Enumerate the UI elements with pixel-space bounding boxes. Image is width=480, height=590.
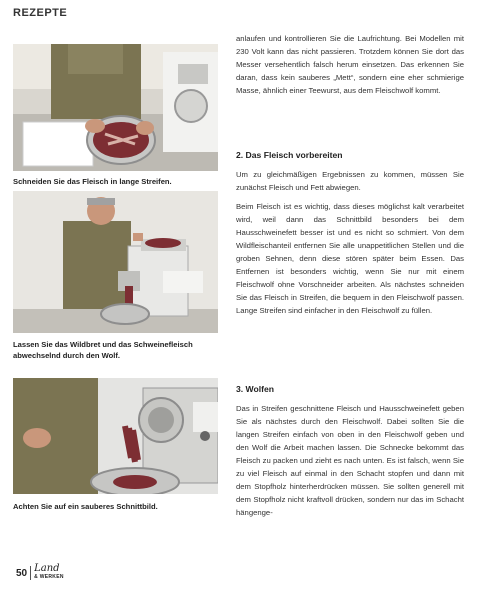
- logo-text-top: Land: [34, 563, 60, 574]
- photo-cutting-meat: [13, 44, 218, 171]
- body-section-3: [236, 402, 464, 519]
- body-section-2: [236, 168, 464, 317]
- photo-grinder-outlet: [13, 378, 218, 494]
- paragraph-section2-1: Um zu gleichmäßigen Ergebnissen zu kommen, müssen Sie zunächst Fleisch und Fett abwiegen.: [236, 170, 464, 192]
- paragraph-section2-2: Beim Fleisch ist es wichtig, dass dieses möglichst kalt verarbeitet wird, weil dann das Schnittbild besonders bei dem Hausschweinefett besser ist und es nicht so schmiert. Von dem Wildfleischanteil entfernen Sie alle unappetitlichen Stellen und die groben Sehnen, denn diese stören später beim Essen. Das Entfernen ist besonders wichtig, wenn Sie nur mit einem Fleischwolf ohne Vorschneider arbeiten. Als nächstes schneiden Sie das Fleisch in Streifen, die bequem in den Fleischwolf passen. Lange Streifen sind einfacher in den Fleischwolf zu füllen.: [236, 202, 464, 315]
- section-label: REZEPTE: [13, 7, 68, 19]
- logo-text-bottom: & WERKEN: [34, 574, 64, 580]
- page-footer: [16, 563, 64, 583]
- footer-divider: [30, 566, 31, 580]
- paragraph-section3-1: Das in Streifen geschnittene Fleisch und Hausschweinefett geben Sie als nächstes durch den Fleischwolf. Dabei sollten Sie die langen Streifen einfach von oben in den Fleischwolf geben und den Wolf die Arbeit machen lassen. Die Schnecke bekommt das Fleisch zu packen und zieht es nach unten. Es ist falsch, wenn Sie zu viel Fleisch auf einmal in den Schacht stopfen und dann mit dem Stopfholz hinterherdrücken müssen. Sie sollten generell mit dem Stopfholz nicht kraftvoll drücken, sondern nur das im Schacht hängenge-: [236, 404, 464, 517]
- caption-1: Schneiden Sie das Fleisch in lange Streifen.: [13, 177, 172, 186]
- page-number: 50: [16, 567, 28, 579]
- heading-section-3: 3. Wolfen: [236, 384, 275, 394]
- caption-2: Lassen Sie das Wildbret und das Schweinefleisch abwechselnd durch den Wolf.: [13, 340, 193, 360]
- photo-grinding-meat: [13, 191, 218, 333]
- paragraph-intro: anlaufen und kontrollieren Sie die Laufrichtung. Bei Modellen mit 230 Volt kann das nicht passieren. Trotzdem können Sie dort das Messer versehentlich falsch herum einsetzen. Das erkennen Sie daran, dass kein sauberes „Mett“, sondern eine eher schmierige Masse, ähnlich einer Teewurst, aus dem Fleischwolf kommt.: [236, 34, 464, 95]
- magazine-logo: [34, 565, 64, 581]
- caption-3: Achten Sie auf ein sauberes Schnittbild.: [13, 502, 158, 511]
- heading-section-2: 2. Das Fleisch vorbereiten: [236, 150, 343, 160]
- body-intro: [236, 32, 464, 97]
